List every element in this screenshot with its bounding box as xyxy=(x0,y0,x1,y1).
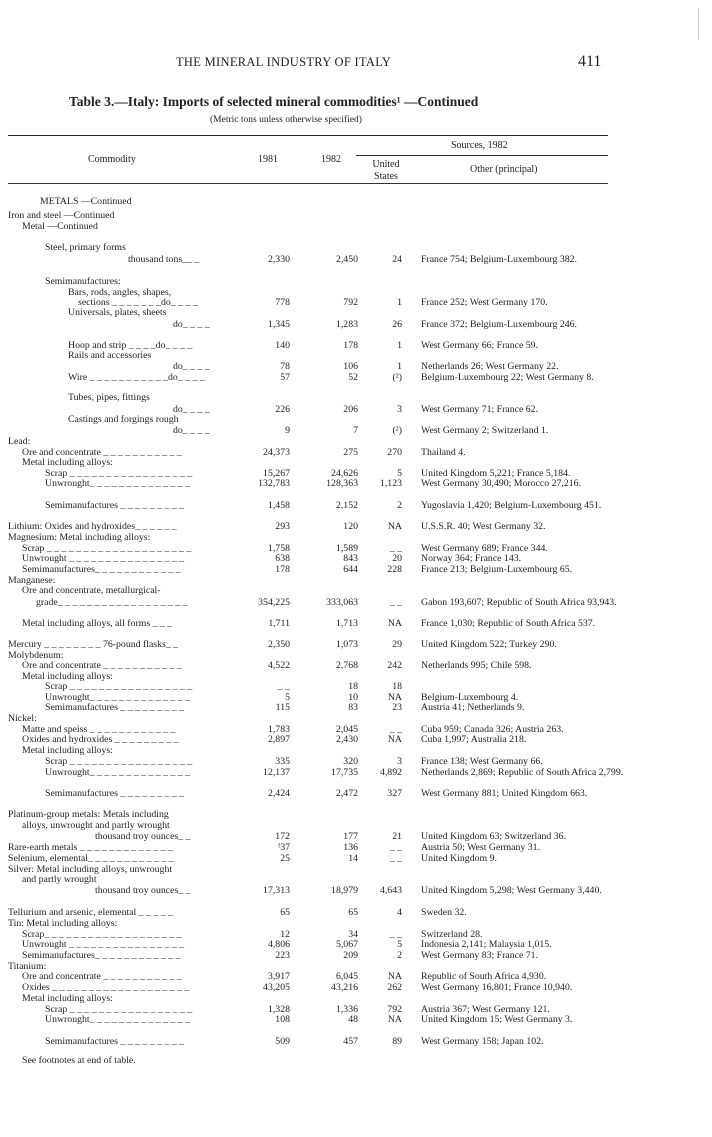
value-1981: 1,758 xyxy=(267,543,290,554)
value-united-states: NA xyxy=(387,734,402,745)
value-other-sources: West Germany 2; Switzerland 1. xyxy=(421,425,549,436)
commodity-label: Unwrought_ _ _ _ _ _ _ _ _ _ _ _ _ _ xyxy=(45,767,191,778)
value-1982: 17,735 xyxy=(331,767,358,778)
commodity-label: Ore and concentrate _ _ _ _ _ _ _ _ _ _ _ xyxy=(22,660,182,671)
value-other-sources: Norway 364; France 143. xyxy=(421,553,522,564)
value-other-sources: France 252; West Germany 170. xyxy=(421,297,548,308)
value-1982: 209 xyxy=(343,950,358,961)
commodity-label: alloys, unwrought and partly wrought xyxy=(22,820,170,831)
value-1981: 178 xyxy=(275,564,290,575)
value-united-states: _ _ xyxy=(389,597,402,608)
value-1981: 4,522 xyxy=(267,660,290,671)
value-other-sources: United Kingdom 15; West Germany 3. xyxy=(421,1014,573,1025)
value-united-states: (²) xyxy=(392,425,402,436)
value-united-states: 4,643 xyxy=(379,885,402,896)
commodity-label: Ore and concentrate, metallurgical- xyxy=(22,585,161,596)
value-united-states: 23 xyxy=(392,702,402,713)
value-1982: 10 xyxy=(348,692,358,703)
value-1981: 509 xyxy=(275,1036,290,1047)
commodity-label: Semimanufactures_ _ _ _ _ _ _ _ _ _ _ _ xyxy=(22,950,181,961)
value-united-states: 327 xyxy=(387,788,402,799)
value-united-states: 29 xyxy=(392,639,402,650)
table-title: Table 3.—Italy: Imports of selected mineral commodities¹ —Continued xyxy=(69,94,479,109)
commodity-label: Metal including alloys, all forms _ _ _ xyxy=(22,618,173,629)
col-header-united-states: United States xyxy=(372,159,400,182)
value-other-sources: United Kingdom 63; Switzerland 36. xyxy=(421,831,567,842)
commodity-label: Mercury _ _ _ _ _ _ _ _ 76-pound flasks_ _ xyxy=(8,639,179,650)
value-1981: 638 xyxy=(275,553,290,564)
value-united-states: 1,123 xyxy=(379,478,402,489)
commodity-label: do_ _ _ _ xyxy=(173,319,210,330)
value-other-sources: West Germany 689; France 344. xyxy=(421,543,548,554)
value-united-states: 262 xyxy=(387,982,402,993)
value-1982: 34 xyxy=(348,929,358,940)
value-1981: 9 xyxy=(285,425,290,436)
value-1981: 140 xyxy=(275,340,290,351)
value-other-sources: West Germany 16,801; France 10,940. xyxy=(421,982,573,993)
value-1981: 15,267 xyxy=(263,468,290,479)
value-1982: 1,713 xyxy=(335,618,358,629)
commodity-label: Semimanufactures _ _ _ _ _ _ _ _ _ xyxy=(45,788,185,799)
value-1982: 106 xyxy=(343,361,358,372)
value-1982: 6,045 xyxy=(335,971,358,982)
commodity-label: Bars, rods, angles, shapes, xyxy=(68,287,172,298)
value-1982: 843 xyxy=(343,553,358,564)
value-other-sources: United Kingdom 5,221; France 5,184. xyxy=(421,468,571,479)
commodity-label: Molybdenum: xyxy=(8,650,64,661)
value-1982: 792 xyxy=(343,297,358,308)
value-united-states: 1 xyxy=(397,361,402,372)
value-1981: 4,806 xyxy=(267,939,290,950)
value-other-sources: Belgium-Luxembourg 4. xyxy=(421,692,519,703)
value-1981: 3,917 xyxy=(267,971,290,982)
value-1982: 14 xyxy=(348,853,358,864)
value-other-sources: Yugoslavia 1,420; Belgium-Luxembourg 451. xyxy=(421,500,602,511)
commodity-label: Rare-earth metals _ _ _ _ _ _ _ _ _ _ _ _ _ xyxy=(8,842,173,853)
commodity-label: Matte and speiss _ _ _ _ _ _ _ _ _ _ _ _ xyxy=(22,724,176,735)
commodity-label: and partly wrought xyxy=(22,874,97,885)
value-1981: 12 xyxy=(280,929,290,940)
value-1981: ᶠ37 xyxy=(278,842,290,853)
commodity-label: Hoop and strip _ _ _ _do_ _ _ _ xyxy=(68,340,193,351)
value-1981: 17,313 xyxy=(263,885,290,896)
value-1982: 178 xyxy=(343,340,358,351)
value-united-states: 2 xyxy=(397,500,402,511)
commodity-label: thousand tons__ _ xyxy=(128,254,200,265)
value-1982: 644 xyxy=(343,564,358,575)
value-1981: 132,783 xyxy=(258,478,290,489)
value-united-states: 5 xyxy=(397,939,402,950)
value-other-sources: West Germany 71; France 62. xyxy=(421,404,539,415)
value-1981: 78 xyxy=(280,361,290,372)
commodity-label: Scrap _ _ _ _ _ _ _ _ _ _ _ _ _ _ _ _ _ xyxy=(45,681,193,692)
value-1982: 1,073 xyxy=(335,639,358,650)
value-other-sources: West Germany 66; France 59. xyxy=(421,340,539,351)
value-1982: 206 xyxy=(343,404,358,415)
value-united-states: NA xyxy=(387,1014,402,1025)
table-subtitle: (Metric tons unless otherwise specified) xyxy=(210,115,362,125)
value-united-states: _ _ xyxy=(389,543,402,554)
value-united-states: 3 xyxy=(397,404,402,415)
value-1982: 333,063 xyxy=(326,597,358,608)
value-1982: 5,067 xyxy=(335,939,358,950)
commodity-label: Semimanufactures _ _ _ _ _ _ _ _ _ xyxy=(45,1036,185,1047)
commodity-label: Wire _ _ _ _ _ _ _ _ _ _ _do_ _ _ _ xyxy=(68,372,205,383)
commodity-label: Unwrought _ _ _ _ _ _ _ _ _ _ _ _ _ _ _ _ xyxy=(22,939,185,950)
value-united-states: NA xyxy=(387,971,402,982)
value-united-states: 4,892 xyxy=(379,767,402,778)
value-1981: 226 xyxy=(275,404,290,415)
value-united-states: 228 xyxy=(387,564,402,575)
commodity-label: Unwrought _ _ _ _ _ _ _ _ _ _ _ _ _ _ _ _ xyxy=(22,553,185,564)
value-1982: 1,283 xyxy=(335,319,358,330)
col-header-commodity: Commodity xyxy=(88,154,136,165)
value-other-sources: Netherlands 995; Chile 598. xyxy=(421,660,532,671)
value-1981: 115 xyxy=(275,702,290,713)
value-1981: 172 xyxy=(275,831,290,842)
commodity-label: METALS —Continued xyxy=(40,196,132,207)
commodity-label: Platinum-group metals: Metals including xyxy=(8,809,169,820)
value-united-states: _ _ xyxy=(389,842,402,853)
value-united-states: 18 xyxy=(392,681,402,692)
commodity-label: Steel, primary forms xyxy=(45,242,126,253)
value-1982: 2,430 xyxy=(335,734,358,745)
value-other-sources: Austria 367; West Germany 121. xyxy=(421,1004,550,1015)
value-1981: 354,225 xyxy=(258,597,290,608)
commodity-label: Silver: Metal including alloys, unwrought xyxy=(8,864,173,875)
value-1982: 275 xyxy=(343,447,358,458)
value-other-sources: France 372; Belgium-Luxembourg 246. xyxy=(421,319,577,330)
value-1982: 43,216 xyxy=(331,982,358,993)
commodity-label: do_ _ _ _ xyxy=(173,404,210,415)
value-united-states: 792 xyxy=(387,1004,402,1015)
value-1981: 1,328 xyxy=(267,1004,290,1015)
value-1981: 5 xyxy=(285,692,290,703)
value-other-sources: Thailand 4. xyxy=(421,447,466,458)
header-bottom-rule xyxy=(8,183,608,184)
value-other-sources: Cuba 959; Canada 326; Austria 263. xyxy=(421,724,564,735)
commodity-label: Magnesium: Metal including alloys: xyxy=(8,532,151,543)
value-1982: 2,472 xyxy=(335,788,358,799)
value-united-states: 20 xyxy=(392,553,402,564)
value-other-sources: Austria 50; West Germany 31. xyxy=(421,842,541,853)
commodity-label: Metal including alloys: xyxy=(22,671,113,682)
commodity-label: Oxides and hydroxides _ _ _ _ _ _ _ _ _ xyxy=(22,734,179,745)
value-united-states: 1 xyxy=(397,297,402,308)
value-other-sources: West Germany 83; France 71. xyxy=(421,950,539,961)
value-1981: 223 xyxy=(275,950,290,961)
value-1982: 136 xyxy=(343,842,358,853)
commodity-label: Rails and accessories xyxy=(68,350,152,361)
value-1981: 1,783 xyxy=(267,724,290,735)
value-1981: 335 xyxy=(275,756,290,767)
commodity-label: Scrap _ _ _ _ _ _ _ _ _ _ _ _ _ _ _ _ _ xyxy=(45,468,193,479)
value-united-states: 2 xyxy=(397,950,402,961)
commodity-label: Manganese: xyxy=(8,575,56,586)
commodity-label: Scrap _ _ _ _ _ _ _ _ _ _ _ _ _ _ _ _ _ _ _ _ xyxy=(22,543,192,554)
footnote-reference: See footnotes at end of table. xyxy=(22,1055,136,1066)
value-1982: 7 xyxy=(353,425,358,436)
commodity-label: Ore and concentrate _ _ _ _ _ _ _ _ _ _ _ xyxy=(22,971,182,982)
value-other-sources: West Germany 30,490; Morocco 27,216. xyxy=(421,478,582,489)
value-1982: 320 xyxy=(343,756,358,767)
value-1982: 83 xyxy=(348,702,358,713)
value-1982: 1,589 xyxy=(335,543,358,554)
value-1981: 778 xyxy=(275,297,290,308)
value-united-states: NA xyxy=(387,692,402,703)
commodity-label: Tin: Metal including alloys: xyxy=(8,918,118,929)
value-1982: 2,152 xyxy=(335,500,358,511)
commodity-label: Nickel: xyxy=(8,713,37,724)
col-header-other: Other (principal) xyxy=(470,164,538,175)
value-united-states: 4 xyxy=(397,907,402,918)
commodity-label: Lead: xyxy=(8,436,31,447)
commodity-label: Semimanufactures _ _ _ _ _ _ _ _ _ xyxy=(45,702,185,713)
value-1982: 457 xyxy=(343,1036,358,1047)
value-united-states: 5 xyxy=(397,468,402,479)
value-united-states: 242 xyxy=(387,660,402,671)
col-header-sources: Sources, 1982 xyxy=(451,140,508,151)
value-1982: 2,450 xyxy=(335,254,358,265)
value-1981: 293 xyxy=(275,521,290,532)
table-top-rule xyxy=(8,135,608,136)
value-1982: 128,363 xyxy=(326,478,358,489)
commodity-label: Unwrought_ _ _ _ _ _ _ _ _ _ _ _ _ _ xyxy=(45,692,191,703)
commodity-label: Scrap _ _ _ _ _ _ _ _ _ _ _ _ _ _ _ _ _ xyxy=(45,756,193,767)
value-1981: 24,373 xyxy=(263,447,290,458)
value-other-sources: Netherlands 2,869; Republic of South Africa 2,799. xyxy=(421,767,624,778)
value-1981: 1,458 xyxy=(267,500,290,511)
commodity-label: Scrap _ _ _ _ _ _ _ _ _ _ _ _ _ _ _ _ _ xyxy=(45,1004,193,1015)
commodity-label: thousand troy ounces_ _ xyxy=(95,831,191,842)
value-other-sources: United Kingdom 522; Turkey 290. xyxy=(421,639,557,650)
value-1982: 1,336 xyxy=(335,1004,358,1015)
value-united-states: NA xyxy=(387,618,402,629)
value-other-sources: Sweden 32. xyxy=(421,907,467,918)
value-1981: 25 xyxy=(280,853,290,864)
commodity-label: Semimanufactures_ _ _ _ _ _ _ _ _ _ _ _ xyxy=(22,564,181,575)
value-united-states: 1 xyxy=(397,340,402,351)
value-united-states: 270 xyxy=(387,447,402,458)
value-other-sources: Indonesia 2,141; Malaysia 1,015. xyxy=(421,939,552,950)
commodity-label: thousand troy ounces_ _ xyxy=(95,885,191,896)
value-united-states: 26 xyxy=(392,319,402,330)
commodity-label: Tellurium and arsenic, elemental _ _ _ _ _ xyxy=(8,907,173,918)
page-number: 411 xyxy=(578,53,602,70)
value-1982: 65 xyxy=(348,907,358,918)
value-1981: 2,424 xyxy=(267,788,290,799)
col-header-1981: 1981 xyxy=(258,154,278,165)
value-other-sources: Switzerland 28. xyxy=(421,929,483,940)
value-1982: 120 xyxy=(343,521,358,532)
commodity-label: grade_ _ _ _ _ _ _ _ _ _ _ _ _ _ _ _ _ _ xyxy=(36,597,188,608)
commodity-label: Metal —Continued xyxy=(22,221,98,232)
commodity-label: Metal including alloys: xyxy=(22,993,113,1004)
sources-rule xyxy=(356,155,608,156)
commodity-label: Iron and steel —Continued xyxy=(8,210,115,221)
running-title: THE MINERAL INDUSTRY OF ITALY xyxy=(176,55,392,69)
commodity-label: Oxides _ _ _ _ _ _ _ _ _ _ _ _ _ _ _ _ _ _ _ xyxy=(22,982,190,993)
value-1982: 48 xyxy=(348,1014,358,1025)
commodity-label: Unwrought_ _ _ _ _ _ _ _ _ _ _ _ _ _ xyxy=(45,1014,191,1025)
value-other-sources: Republic of South Africa 4,930. xyxy=(421,971,547,982)
commodity-label: Universals, plates, sheets xyxy=(68,307,167,318)
margin-mark xyxy=(698,8,699,40)
value-other-sources: West Germany 158; Japan 102. xyxy=(421,1036,544,1047)
value-other-sources: Austria 41; Netherlands 9. xyxy=(421,702,525,713)
commodity-label: sections _ _ _ _ _ _ _do_ _ _ _ xyxy=(78,297,198,308)
value-1981: 43,205 xyxy=(263,982,290,993)
value-other-sources: Cuba 1,997; Australia 218. xyxy=(421,734,527,745)
value-united-states: 89 xyxy=(392,1036,402,1047)
value-1981: _ _ xyxy=(277,681,290,692)
value-united-states: NA xyxy=(387,521,402,532)
value-1981: 2,350 xyxy=(267,639,290,650)
value-other-sources: United Kingdom 9. xyxy=(421,853,497,864)
value-other-sources: United Kingdom 5,298; West Germany 3,440. xyxy=(421,885,602,896)
value-1982: 177 xyxy=(343,831,358,842)
value-united-states: 24 xyxy=(392,254,402,265)
value-other-sources: France 213; Belgium-Luxembourg 65. xyxy=(421,564,573,575)
value-united-states: (²) xyxy=(392,372,402,383)
commodity-label: Metal including alloys: xyxy=(22,457,113,468)
commodity-label: Scrap_ _ _ _ _ _ _ _ _ _ _ _ _ _ _ _ _ _ _ xyxy=(22,929,182,940)
commodity-label: do_ _ _ _ xyxy=(173,425,210,436)
value-1981: 2,897 xyxy=(267,734,290,745)
value-1981: 57 xyxy=(280,372,290,383)
value-other-sources: Belgium-Luxembourg 22; West Germany 8. xyxy=(421,372,594,383)
col-header-1982: 1982 xyxy=(321,154,341,165)
commodity-label: Semimanufactures _ _ _ _ _ _ _ _ _ xyxy=(45,500,185,511)
value-1982: 2,768 xyxy=(335,660,358,671)
commodity-label: Ore and concentrate _ _ _ _ _ _ _ _ _ _ _ xyxy=(22,447,182,458)
value-1981: 1,345 xyxy=(267,319,290,330)
value-1982: 52 xyxy=(348,372,358,383)
commodity-label: Lithium: Oxides and hydroxides_ _ _ _ _ _ xyxy=(8,521,177,532)
value-other-sources: France 1,030; Republic of South Africa 537. xyxy=(421,618,596,629)
value-1982: 2,045 xyxy=(335,724,358,735)
value-1981: 12,137 xyxy=(263,767,290,778)
value-1981: 108 xyxy=(275,1014,290,1025)
value-1981: 65 xyxy=(280,907,290,918)
commodity-label: do_ _ _ _ xyxy=(173,361,210,372)
value-united-states: _ _ xyxy=(389,929,402,940)
commodity-label: Titanium: xyxy=(8,961,47,972)
commodity-label: Selenium, elemental_ _ _ _ _ _ _ _ _ _ _ _ xyxy=(8,853,174,864)
value-1981: 1,711 xyxy=(268,618,290,629)
value-united-states: _ _ xyxy=(389,853,402,864)
value-other-sources: France 754; Belgium-Luxembourg 382. xyxy=(421,254,577,265)
commodity-label: Metal including alloys: xyxy=(22,745,113,756)
value-1982: 24,626 xyxy=(331,468,358,479)
value-other-sources: West Germany 881; United Kingdom 663. xyxy=(421,788,588,799)
value-united-states: 3 xyxy=(397,756,402,767)
value-other-sources: Netherlands 26; West Germany 22. xyxy=(421,361,559,372)
value-1982: 18 xyxy=(348,681,358,692)
commodity-label: Tubes, pipes, fittings xyxy=(68,392,150,403)
commodity-label: Semimanufactures: xyxy=(45,276,121,287)
value-other-sources: Gabon 193,607; Republic of South Africa 93,943. xyxy=(421,597,617,608)
value-other-sources: France 138; West Germany 66. xyxy=(421,756,543,767)
commodity-label: Unwrought_ _ _ _ _ _ _ _ _ _ _ _ _ _ xyxy=(45,478,191,489)
value-1982: 18,979 xyxy=(331,885,358,896)
value-other-sources: U.S.S.R. 40; West Germany 32. xyxy=(421,521,546,532)
value-1981: 2,330 xyxy=(267,254,290,265)
commodity-label: Castings and forgings rough xyxy=(68,414,179,425)
value-united-states: 21 xyxy=(392,831,402,842)
value-united-states: _ _ xyxy=(389,724,402,735)
